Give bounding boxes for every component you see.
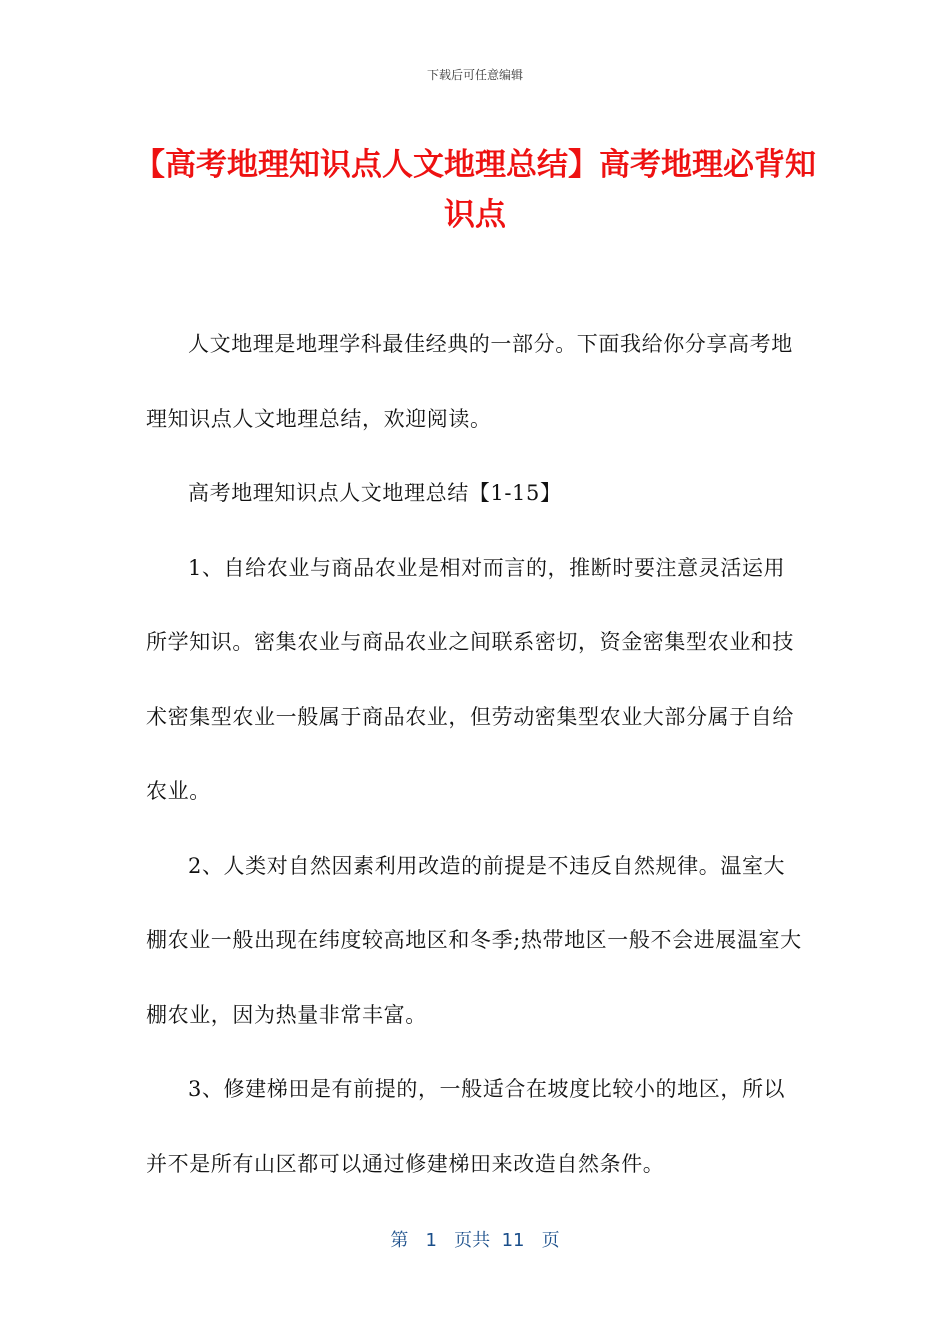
- paragraph-intro: 人文地理是地理学科最佳经典的一部分。下面我给你分享高考地理知识点人文地理总结，欢迎阅读。: [146, 332, 793, 431]
- page-suffix: 页: [541, 1230, 560, 1251]
- total-pages-number: 11: [501, 1230, 525, 1251]
- page-footer: [0, 1226, 950, 1252]
- paragraph-section-heading: 高考地理知识点人文地理总结【1-15】: [188, 481, 562, 505]
- document-title: 【高考地理知识点人文地理总结】高考地理必背知识点: [134, 147, 816, 233]
- header-note: 下载后可任意编辑: [426, 68, 523, 82]
- page-prefix: 第: [390, 1230, 409, 1251]
- document-body: [146, 307, 806, 1201]
- page-mid: 页共: [454, 1230, 491, 1251]
- paragraph-item-3: 3、修建梯田是有前提的，一般适合在坡度比较小的地区，所以并不是所有山区都可以通过修建梯田来改造自然条件。: [146, 1077, 786, 1176]
- paragraph-item-1: 1、自给农业与商品农业是相对而言的，推断时要注意灵活运用所学知识。密集农业与商品农业之间联系密切，资金密集型农业和技术密集型农业一般属于商品农业，但劳动密集型农业大部分属于自给农业。: [146, 555, 794, 803]
- paragraph-item-2: 2、人类对自然因素利用改造的前提是不违反自然规律。温室大棚农业一般出现在纬度较高地区和冬季;热带地区一般不会进展温室大棚农业，因为热量非常丰富。: [146, 853, 802, 1027]
- current-page-number: 1: [425, 1230, 437, 1251]
